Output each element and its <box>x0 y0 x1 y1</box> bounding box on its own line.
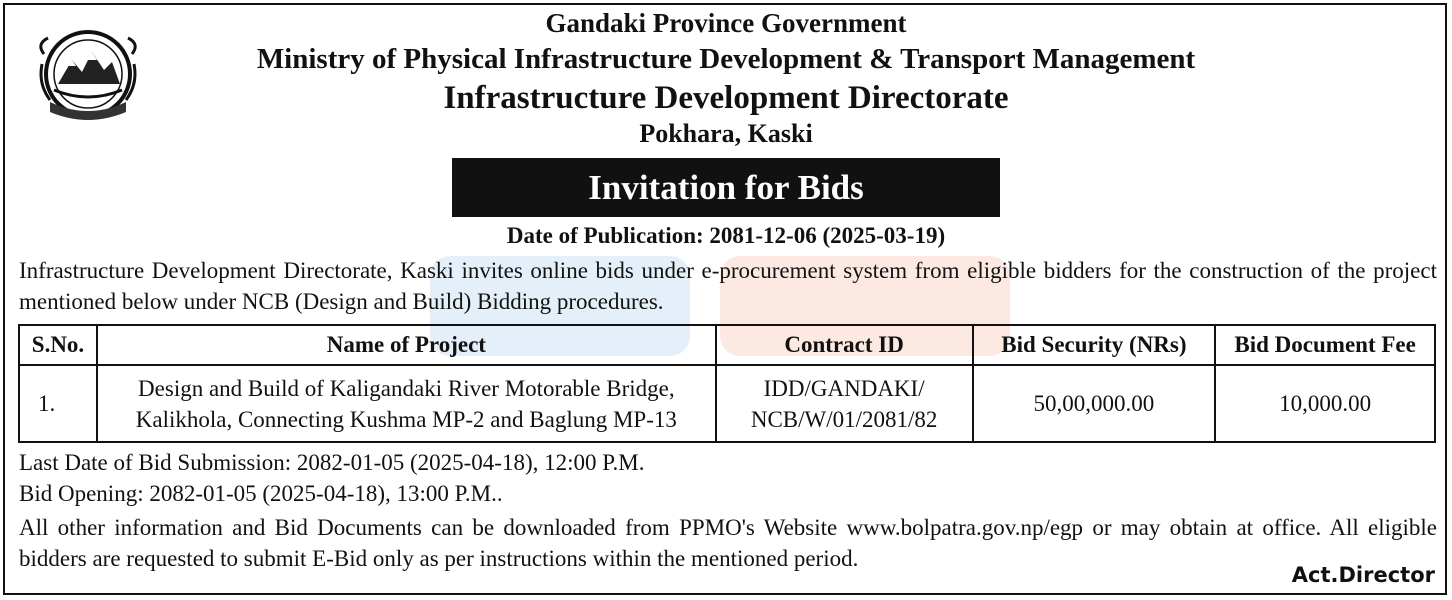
bid-table <box>18 324 1436 443</box>
signatory: Act.Director <box>1291 563 1435 587</box>
col-header-project: Name of Project <box>97 325 716 365</box>
government-name: Gandaki Province Government <box>545 8 907 38</box>
directorate-name: Infrastructure Development Directorate <box>443 80 1009 116</box>
intro-paragraph: Infrastructure Development Directorate, Kaski invites online bids under e-procurement system from eligible bidders for the construction of the project mentioned below under NCB (Design and Build) Bidding procedures. <box>19 258 1437 314</box>
contract-id-line: IDD/GANDAKI/ <box>763 375 925 401</box>
office-location: Pokhara, Kaski <box>639 119 813 148</box>
bid-opening: Bid Opening: 2082-01-05 (2025-04-18), 13:00 P.M.. <box>19 481 503 506</box>
table-header-row <box>19 325 1435 365</box>
submission-deadline: Last Date of Bid Submission: 2082-01-05 (2025-04-18), 12:00 P.M. <box>19 450 645 475</box>
col-header-contract-id: Contract ID <box>716 325 973 365</box>
cell-doc-fee: 10,000.00 <box>1215 365 1435 442</box>
cell-project-name <box>97 365 716 442</box>
project-name-line: Design and Build of Kaligandaki River Motorable Bridge, <box>138 375 675 401</box>
notice-title-banner: Invitation for Bids <box>452 158 1000 217</box>
cell-contract-id <box>716 365 973 442</box>
project-name-line: Kalikhola, Connecting Kushma MP-2 and Baglung MP-13 <box>135 406 677 432</box>
government-emblem-icon <box>32 24 144 134</box>
col-header-bid-security: Bid Security (NRs) <box>973 325 1216 365</box>
cell-sno: 1. <box>19 365 97 442</box>
cell-bid-security: 50,00,000.00 <box>973 365 1216 442</box>
info-paragraph: All other information and Bid Documents can be downloaded from PPMO's Website www.bolpatra.gov.np/egp or may obtain at office. All eligible bidders are requested to submit E-Bid only as per instructions within the mentioned period. <box>19 515 1437 571</box>
table-row <box>19 365 1435 442</box>
contract-id-line: NCB/W/01/2081/82 <box>750 406 938 432</box>
ministry-name: Ministry of Physical Infrastructure Development & Transport Management <box>256 43 1196 75</box>
col-header-sno: S.No. <box>19 325 97 365</box>
col-header-doc-fee: Bid Document Fee <box>1215 325 1435 365</box>
publication-date: Date of Publication: 2081-12-06 (2025-03-19) <box>506 223 946 248</box>
